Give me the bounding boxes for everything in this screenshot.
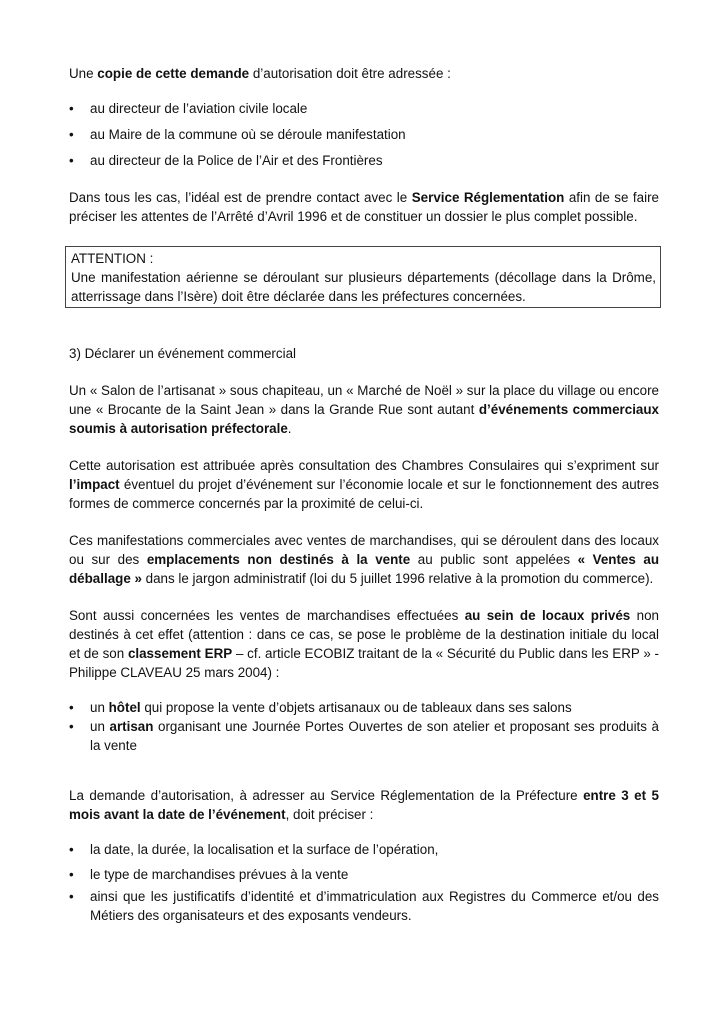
intro-bold-text: copie de cette demande: [97, 66, 250, 81]
bullet-icon: •: [69, 719, 74, 734]
section-heading: 3) Déclarer un événement commercial: [69, 346, 296, 361]
bullet-icon: •: [69, 889, 74, 904]
list-item: • un hôtel qui propose la vente d’objets artisanaux ou de tableaux dans ses salons: [69, 700, 572, 715]
list-item: • au directeur de la Police de l’Air et des Frontières: [69, 153, 383, 168]
bullet-icon: •: [69, 867, 74, 882]
intro-paragraph: [69, 64, 659, 83]
section-paragraph-5: La demande d’autorisation, à adresser au Service Réglementation de la Préfecture entre 3 et 5 mois avant la date de l’événement, doit préciser :: [69, 788, 659, 822]
intro-text: Une: [69, 66, 98, 81]
list-item: • un artisan organisant une Journée Portes Ouvertes de son atelier et proposant ses produits à la vente: [69, 719, 660, 753]
service-name: Service Réglementation: [411, 190, 565, 205]
bullet-icon: •: [69, 842, 74, 857]
document-page: [69, 64, 659, 925]
section-paragraph-2: Cette autorisation est attribuée après consultation des Chambres Consulaires qui s’expriment sur l’impact éventuel du projet d’événement sur l’économie locale et sur le fonctionnement des autres formes de commerce concernés par la proximité de celui-ci.: [69, 458, 659, 511]
contact-paragraph: Dans tous les cas, l’idéal est de prendre contact avec le Service Réglementation afin de se faire préciser les attentes de l’Arrêté d’Avril 1996 et de constituer un dossier le plus complet possible.: [69, 190, 659, 224]
section-paragraph-1: Un « Salon de l’artisanat » sous chapiteau, un « Marché de Noël » sur la place du village ou encore une « Brocante de la Saint Jean » dans la Grande Rue sont autant d’événements commerciaux soumis à autorisation préfectorale.: [69, 383, 659, 436]
list-item: • au directeur de l’aviation civile locale: [69, 101, 308, 116]
attention-box: [65, 246, 661, 308]
intro-text-end: d’autorisation doit être adressée :: [249, 66, 451, 81]
bullet-icon: •: [69, 101, 74, 116]
bullet-icon: •: [69, 700, 74, 715]
requirements-list: [69, 840, 659, 925]
examples-list: [69, 698, 659, 755]
list-item: • au Maire de la commune où se déroule manifestation: [69, 127, 406, 142]
list-item: • la date, la durée, la localisation et la surface de l’opération,: [69, 842, 439, 857]
section-paragraph-4: Sont aussi concernées les ventes de marchandises effectuées au sein de locaux privés non destinés à cet effet (attention : dans ce cas, se pose le problème de la destination initiale du local et de son classement ERP – cf. article ECOBIZ traitant de la « Sécurité du Public dans les ERP » - Philippe CLAVEAU 25 mars 2004) :: [69, 608, 660, 680]
bullet-icon: •: [69, 127, 74, 142]
recipients-list: [69, 99, 659, 170]
section-paragraph-3: Ces manifestations commerciales avec ventes de marchandises, qui se déroulent dans des locaux ou sur des emplacements non destinés à la vente au public sont appelées « Ventes au déballage » dans le jargon administratif (loi du 5 juillet 1996 relative à la promotion du commerce).: [69, 533, 660, 586]
bullet-icon: •: [69, 153, 74, 168]
attention-title: ATTENTION :: [71, 251, 154, 266]
list-item: • ainsi que les justificatifs d’identité et d’immatriculation aux Registres du Commerce et/ou des Métiers des organisateurs et des exposants vendeurs.: [69, 889, 659, 923]
attention-body: Une manifestation aérienne se déroulant sur plusieurs départements (décollage dans la Drôme, atterrissage dans l’Isère) doit être déclarée dans les préfectures concernées.: [71, 270, 656, 304]
list-item: • le type de marchandises prévues à la vente: [69, 867, 349, 882]
